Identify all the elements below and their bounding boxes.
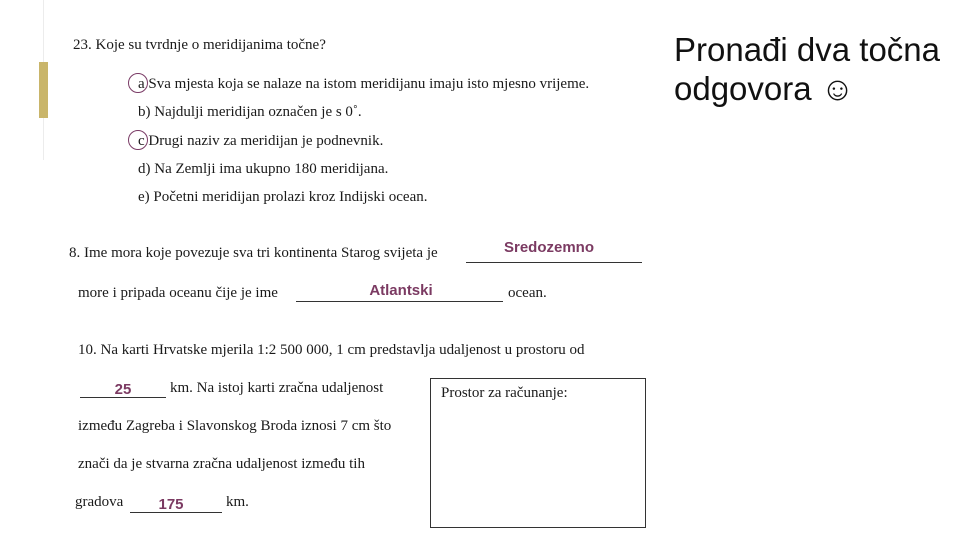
- option-marker: e): [138, 189, 150, 205]
- question-10-line4: znači da je stvarna zračna udaljenost između tih: [78, 456, 365, 472]
- instruction-note: Pronađi dva točna odgovora ☺: [674, 31, 941, 107]
- option-text: Početni meridijan prolazi kroz Indijski ocean.: [153, 189, 428, 205]
- question-23-prompt: 23. Koje su tvrdnje o meridijanima točne?: [73, 37, 326, 53]
- answer-blank-line: [296, 301, 503, 302]
- answer-sredozemno: Sredozemno: [503, 239, 594, 256]
- question-10-line5-start: gradova: [75, 494, 124, 510]
- calculation-box-label: Prostor za računanje:: [441, 385, 568, 401]
- question-10-line2: km. Na istoj karti zračna udaljenost: [170, 380, 384, 396]
- option-a: [138, 76, 589, 93]
- option-d: [138, 161, 388, 178]
- question-8-line1: 8. Ime mora koje povezuje sva tri kontinenta Starog svijeta je: [69, 245, 438, 261]
- option-marker: b): [138, 104, 151, 120]
- option-b: [138, 104, 362, 121]
- answer-25: 25: [114, 381, 132, 398]
- option-text: Na Zemlji ima ukupno 180 meridijana.: [154, 161, 389, 177]
- answer-atlantski: Atlantski: [369, 282, 433, 299]
- calculation-box: [430, 378, 646, 528]
- option-text: Najdulji meridijan označen je s 0˚.: [154, 104, 362, 120]
- answer-175: 175: [158, 496, 184, 513]
- question-10-line5-end: km.: [226, 494, 249, 510]
- accent-bar: [39, 62, 48, 118]
- question-10-line1: 10. Na karti Hrvatske mjerila 1:2 500 000, 1 cm predstavlja udaljenost u prostoru od: [78, 342, 585, 358]
- question-8-line2-end: ocean.: [508, 285, 547, 301]
- question-10-line3: između Zagreba i Slavonskog Broda iznosi 7 cm što: [78, 418, 392, 434]
- option-marker: c: [138, 133, 145, 149]
- option-marker: a: [138, 76, 145, 92]
- option-e: [138, 189, 428, 206]
- answer-blank-line: [466, 262, 642, 263]
- option-text: Drugi naziv za meridijan je podnevnik.: [148, 133, 384, 149]
- option-c: [138, 133, 383, 150]
- option-marker: d): [138, 161, 151, 177]
- question-8-line2-start: more i pripada oceanu čije je ime: [78, 285, 278, 301]
- option-text: Sva mjesta koja se nalaze na istom meridijanu imaju isto mjesno vrijeme.: [148, 76, 590, 92]
